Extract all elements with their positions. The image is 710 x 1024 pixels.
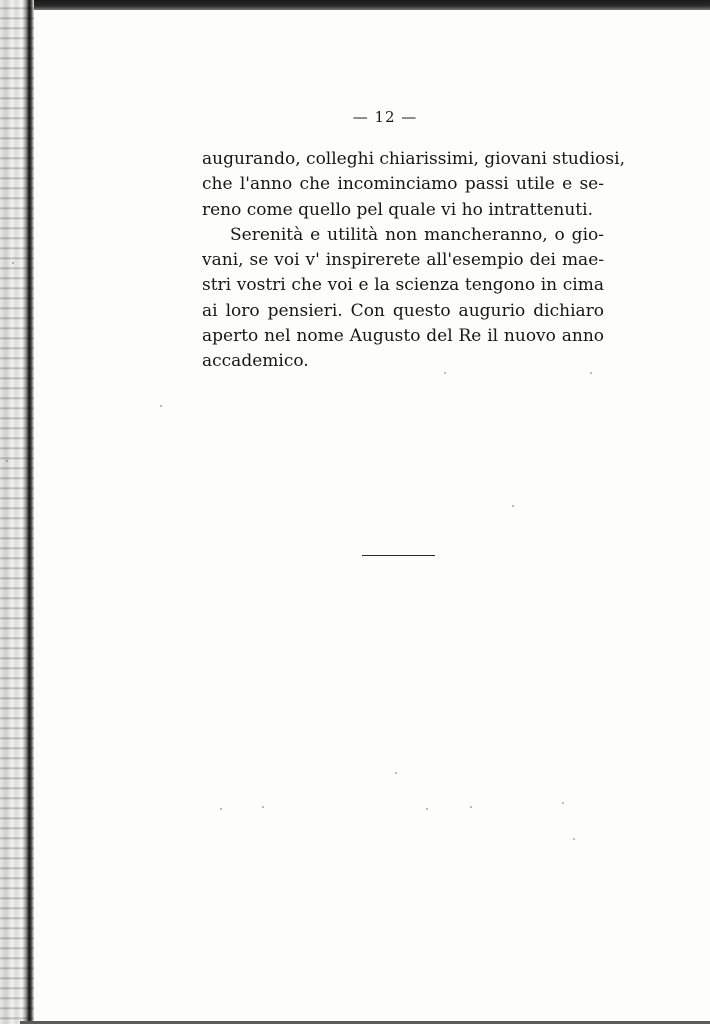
text-line: Serenità e utilità non mancheranno, o gio- xyxy=(230,224,604,245)
section-end-rule xyxy=(362,555,435,556)
paper-speck xyxy=(470,806,472,808)
paper-speck xyxy=(562,802,564,804)
text-line: augurando, colleghi chiarissimi, giovani studiosi, xyxy=(202,149,625,169)
text-line: vani, se voi v' inspirerete all'esempio dei mae- xyxy=(202,250,604,271)
paper-speck xyxy=(220,808,222,810)
text-line: che l'anno che incominciamo passi utile e se- xyxy=(202,174,604,195)
paper-speck xyxy=(444,372,446,374)
paper-speck xyxy=(512,505,514,507)
paragraph-1 xyxy=(202,147,625,223)
paper-speck xyxy=(12,262,14,264)
text-line: reno come quello pel quale vi ho intrattenuti. xyxy=(202,199,593,220)
paper-speck xyxy=(395,772,397,774)
paper-speck xyxy=(426,808,428,810)
paper-speck xyxy=(6,460,8,462)
page-number: — 12 — xyxy=(352,108,418,126)
text-line: accademico. xyxy=(202,351,309,372)
page-top-edge xyxy=(0,0,710,10)
paper-speck xyxy=(160,405,162,407)
paper-speck xyxy=(590,372,592,374)
text-line: stri vostri che voi e la scienza tengono in cima xyxy=(202,275,604,296)
book-spine-edge xyxy=(0,0,34,1024)
paragraph-2 xyxy=(202,223,604,375)
text-line: ai loro pensieri. Con questo augurio dichiaro xyxy=(202,300,604,321)
paper-speck xyxy=(573,838,575,840)
body-text xyxy=(202,147,625,375)
text-line: aperto nel nome Augusto del Re il nuovo anno xyxy=(202,326,604,347)
paper-speck xyxy=(262,806,264,808)
